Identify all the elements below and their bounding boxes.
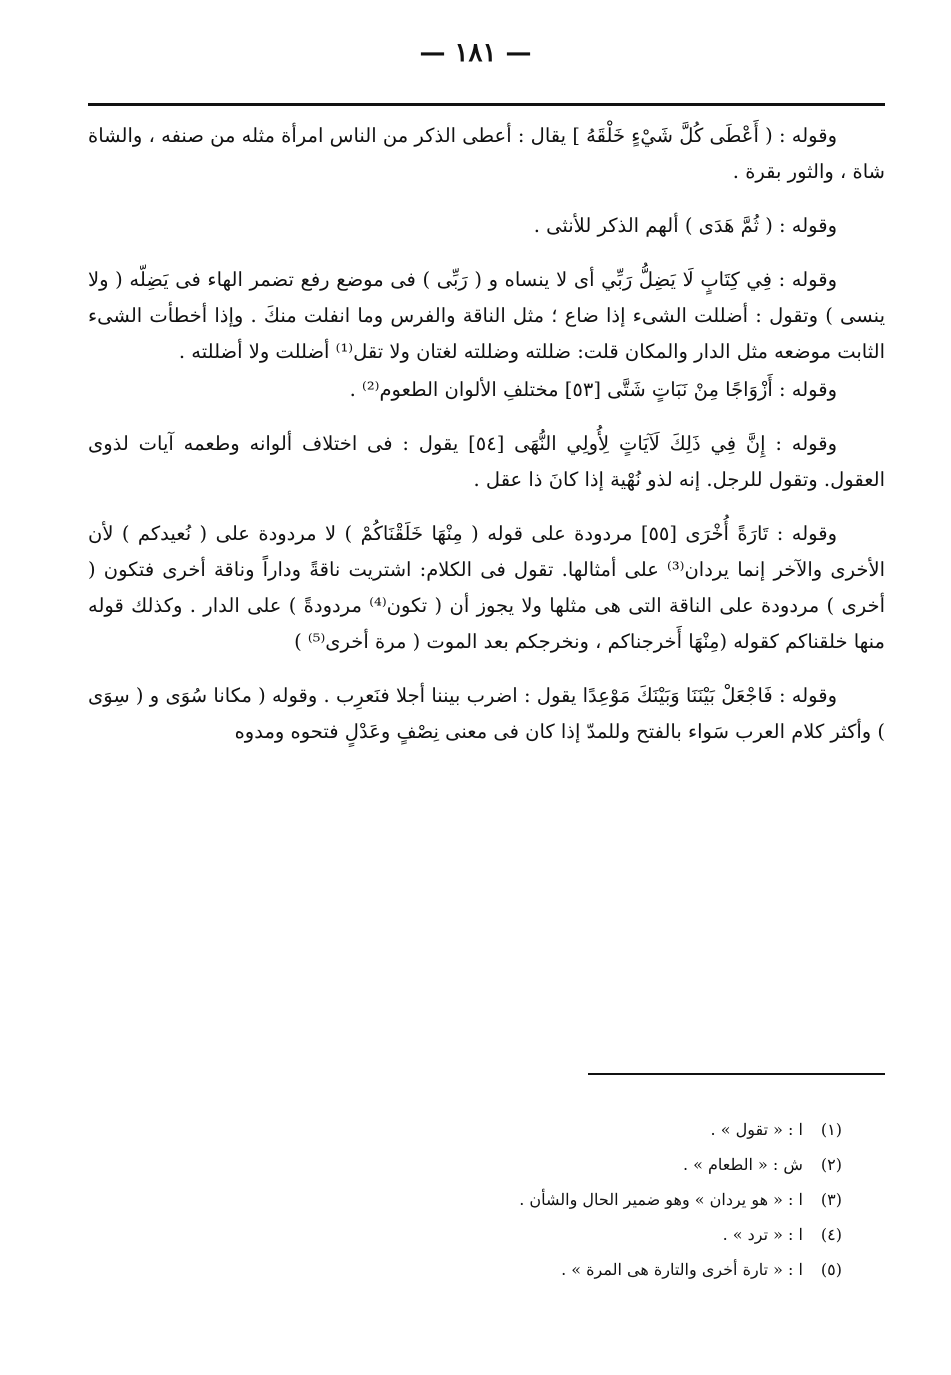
paragraph-3: وقوله : فِي كِتَابٍ لَا يَضِلُّ رَبِّي أى لا ينساه و ( رَبِّى ) فى موضع رفع تضمر الهاء فى يَضِلّه ( ولا ينسى ) وتقول : أضللت الشىء إذا ضاع ؛ مثل الناقة والفرس وما انفلت منكَ . وإذا أخطأت الشىء الثابت موضعه مثل الدار والمكان قلت: ضللته وضللته لغتان ولا تقل⁽¹⁾ أضللت ولا أضللته .: [88, 268, 885, 363]
paragraph-5: وقوله : إِنَّ فِي ذَلِكَ لَآيَاتٍ لِأُولِي النُّهَى [٥٤] يقول : فى اختلاف ألوانه وطعمه آيات لذوى العقول. وتقول للرجل. إنه لذو نُهْية إذا كانَ ذا عقل .: [88, 432, 885, 491]
footnote-item: [100, 1112, 842, 1147]
paragraph-4: وقوله : أَزْوَاجًا مِنْ نَبَاتٍ شَتَّى [٥٣] مختلفِ الألوان الطعوم⁽²⁾ .: [349, 378, 837, 401]
footnote-item: [100, 1217, 842, 1252]
footnote-text: ا : « تقول » .: [710, 1120, 803, 1139]
footnote-item: [100, 1182, 842, 1217]
paragraph-1: وقوله : ( أَعْطَى كُلَّ شَيْءٍ خَلْقَهُ ] يقال : أعطى الذكر من الناس امرأة مثله من صنفه ، والشاة شاة ، والثور بقرة .: [88, 124, 885, 183]
footnote-number: (٢): [820, 1155, 842, 1174]
footnote-text: ا : « ترد » .: [722, 1225, 803, 1244]
paragraph-6: وقوله : تَارَةً أُخْرَى [٥٥] مردودة على قوله ( مِنْهَا خَلَقْنَاكُمْ ) لا مردودة على ( نُعيدكم ) لأن الأخرى والآخر إنما يردان⁽³⁾ على أمثالها. تقول فى الكلام: اشتريت ناقةً وداراً وناقة أخرى فتكون ( أخرى ) مردودة على الناقة التى هى مثلها ولا يجوز أن ( تكون⁽⁴⁾ مردودةً ) على الدار . وكذلك قوله منها خلقناكم كقوله (مِنْهَا أَخرجناكم ، ونخرجكم بعد الموت ( مرة أخرى⁽⁵⁾ ): [88, 522, 885, 653]
footnote-text: ا : « تارة أخرى والتارة هى المرة » .: [561, 1260, 803, 1279]
page-number: — ١٨١ —: [419, 38, 532, 68]
footnote-item: [100, 1147, 842, 1182]
footnote-separator: [588, 1073, 885, 1075]
footnote-text: ش : « الطعام » .: [682, 1155, 803, 1174]
footnote-number: (٥): [820, 1260, 842, 1279]
footnote-number: (٤): [820, 1225, 842, 1244]
footnotes: [100, 1112, 842, 1287]
paragraph-2: وقوله : ( ثُمَّ هَدَى ) ألهم الذكر للأنثى .: [533, 214, 837, 237]
footnote-number: (٣): [820, 1190, 842, 1209]
footnote-item: [100, 1252, 842, 1287]
footnote-text: ا : « هو يردان » وهو ضمير الحال والشأن .: [519, 1190, 803, 1209]
main-text: [88, 118, 885, 768]
footnote-number: (١): [820, 1120, 842, 1139]
paragraph-7: وقوله : فَاجْعَلْ بَيْنَنَا وَبَيْنَكَ مَوْعِدًا يقول : اضرب بيننا أجلا فنَعرِب . وقوله ( مكانا سُوَى و ( سِوَى ) وأكثر كلام العرب سَواء بالفتح وللمدّ إذا كان فى معنى نِصْفٍ وعَدْلٍ فتحوه ومدوه: [88, 684, 885, 743]
header-rule: [88, 103, 885, 106]
